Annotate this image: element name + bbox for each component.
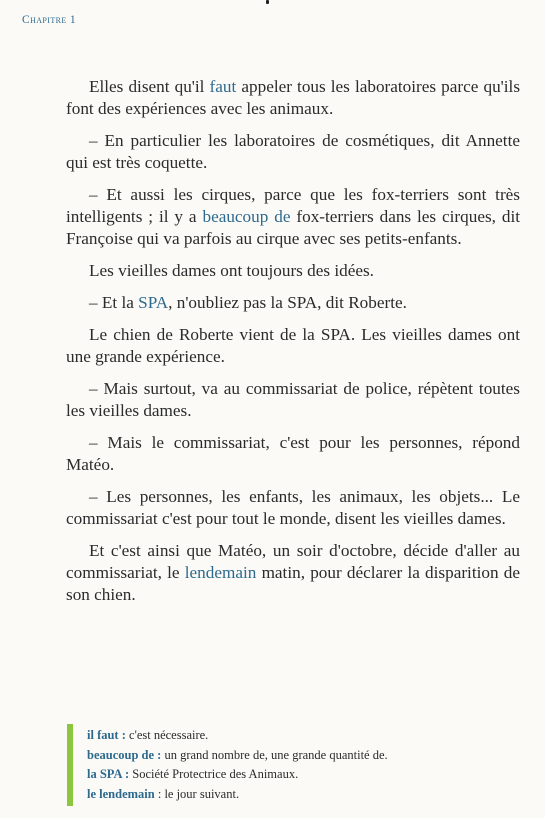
paragraph-7: – Mais surtout, va au commissariat de police, répètent toutes les vieilles dames. [66, 379, 520, 420]
glossary-entry [87, 765, 527, 785]
glossary-definition: Société Protectrice des Animaux. [129, 767, 299, 781]
glossary-definition: un grand nombre de, une grande quantité de. [161, 747, 388, 762]
paragraph-8: – Mais le commissariat, c'est pour les personnes, répond Matéo. [66, 433, 520, 474]
paragraph-1: Elles disent qu'il faut appeler tous les laboratoires parce qu'ils font des expériences avec les animaux. [66, 77, 521, 118]
glossary-term: beaucoup de : [87, 747, 162, 762]
paragraph-10: Et c'est ainsi que Matéo, un soir d'octobre, décide d'aller au commissariat, le lendemain matin, pour déclarer la disparition de son chien. [66, 541, 520, 604]
glossary-entry [87, 746, 527, 766]
highlight-faut: faut [209, 77, 237, 96]
paragraph-6: Le chien de Roberte vient de la SPA. Les vieilles dames ont une grande expérience. [66, 325, 520, 366]
top-mark [266, 0, 269, 4]
highlight-lendemain: lendemain [184, 563, 257, 582]
glossary-entry [87, 785, 527, 805]
glossary-term: la SPA : [87, 767, 130, 781]
glossary-box [67, 724, 527, 806]
glossary-entry [87, 726, 527, 746]
paragraph-4: Les vieilles dames ont toujours des idées. [89, 261, 374, 280]
glossary-term: le lendemain [87, 786, 155, 801]
glossary-term: il faut : [87, 728, 126, 742]
paragraph-3: – Et aussi les cirques, parce que les fox-terriers sont très intelligents ; il y a beaucoup de fox-terriers dans les cirques, dit Françoise qui va parfois au cirque avec ses petits-enfants. [66, 185, 521, 248]
glossary-definition: : le jour suivant. [154, 786, 240, 801]
story-text [66, 76, 520, 616]
paragraph-5: – Et la SPA, n'oubliez pas la SPA, dit Roberte. [89, 293, 407, 312]
highlight-beaucoup-de: beaucoup de [202, 207, 291, 226]
highlight-spa: SPA [138, 293, 169, 312]
paragraph-9: – Les personnes, les enfants, les animaux, les objets... Le commissariat c'est pour tout le monde, disent les vieilles dames. [66, 487, 520, 528]
glossary-definition: c'est nécessaire. [125, 728, 209, 742]
chapter-heading: Chapitre 1 [22, 14, 77, 26]
paragraph-2: – En particulier les laboratoires de cosmétiques, dit Annette qui est très coquette. [66, 131, 520, 172]
